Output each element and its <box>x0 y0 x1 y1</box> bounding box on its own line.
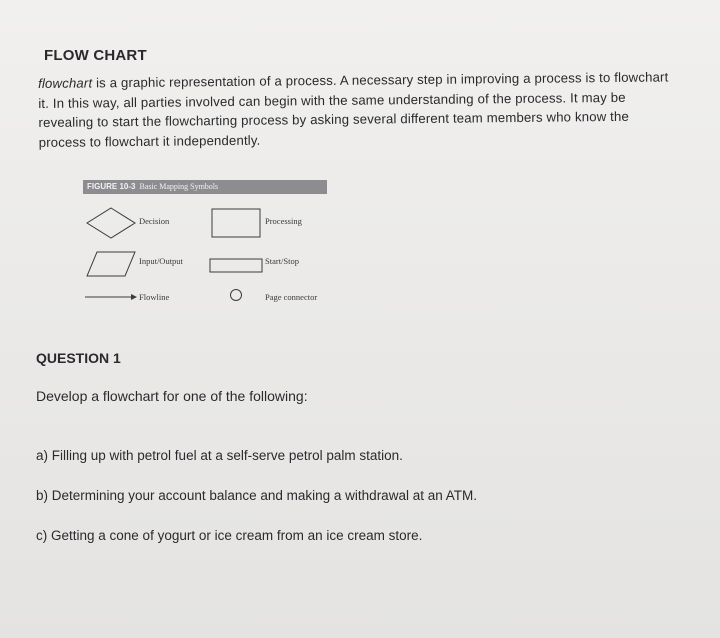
start-stop-symbol-icon <box>209 258 263 274</box>
question-title: QUESTION 1 <box>36 350 121 366</box>
figure-caption: Basic Mapping Symbols <box>139 182 219 191</box>
start-stop-label: Start/Stop <box>265 256 300 266</box>
option-c: c) Getting a cone of yogurt or ice cream from an ice cream store. <box>36 528 423 543</box>
figure-header <box>83 180 327 194</box>
decision-symbol-icon <box>85 206 137 240</box>
input-output-label: Input/Output <box>139 256 183 266</box>
option-a: a) Filling up with petrol fuel at a self-serve petrol palm station. <box>36 448 403 463</box>
intro-emphasis: flowchart <box>38 75 93 91</box>
page-connector-label: Page connector <box>265 292 318 302</box>
flowline-label: Flowline <box>139 292 170 302</box>
option-b: b) Determining your account balance and making a withdrawal at an ATM. <box>36 488 477 503</box>
question-prompt: Develop a flowchart for one of the following: <box>36 388 308 404</box>
intro-text: is a graphic representation of a process. A necessary step in improving a process is to flowchart it. In this way, all parties involved can begin with the same understanding of the process. It may be revealing to start the flowcharting process by asking several different team members who know the process to flowchart it independently. <box>38 69 669 150</box>
figure-mapping-symbols <box>83 180 327 315</box>
processing-label: Processing <box>265 216 302 226</box>
decision-label: Decision <box>139 216 170 226</box>
page-connector-symbol-icon <box>229 288 243 302</box>
input-output-symbol-icon <box>85 250 137 278</box>
intro-paragraph <box>38 67 671 152</box>
figure-number: FIGURE 10-3 <box>87 182 136 191</box>
flowline-symbol-icon <box>83 292 139 302</box>
processing-symbol-icon <box>211 208 261 238</box>
page-title: FLOW CHART <box>44 47 147 64</box>
